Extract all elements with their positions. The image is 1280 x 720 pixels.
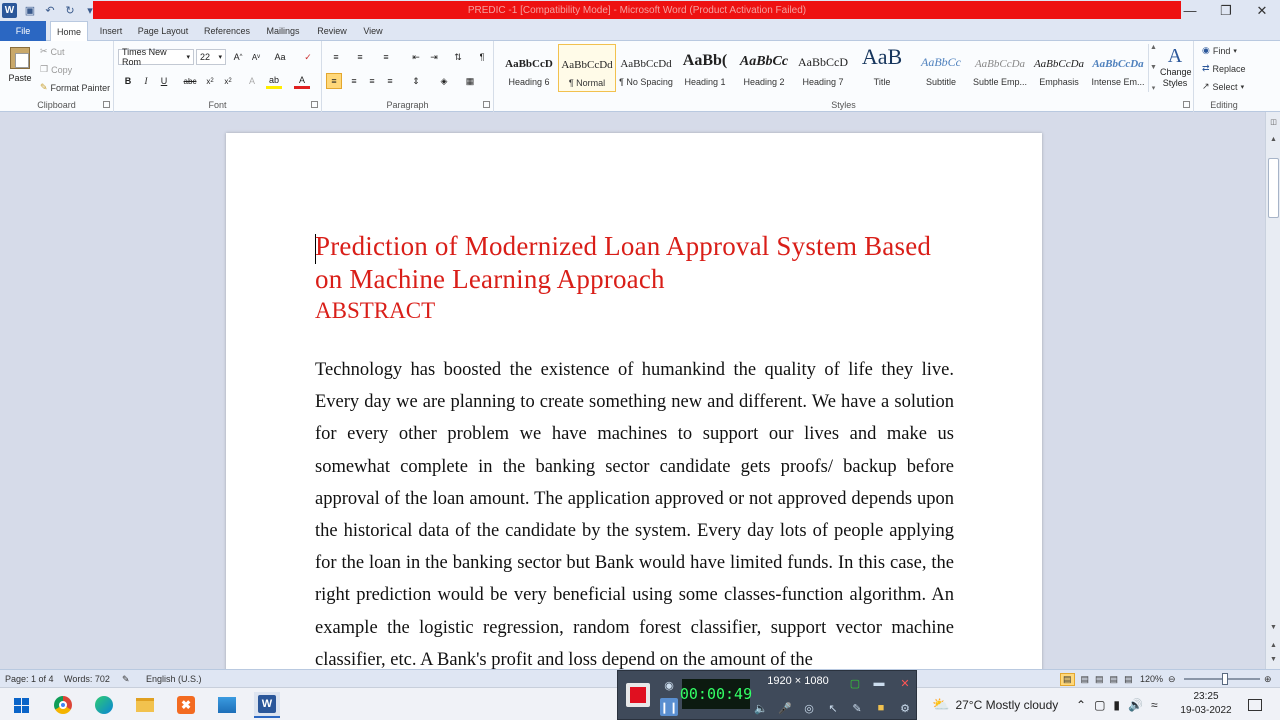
zoom-slider-thumb[interactable] <box>1222 673 1228 685</box>
binoculars-icon: ◉ <box>1202 45 1210 55</box>
clock-date: 19-03-2022 <box>1180 705 1232 716</box>
weather-widget[interactable] <box>932 688 1058 720</box>
window-title: PREDIC -1 [Compatibility Mode] - Microsoft Word (Product Activation Failed) <box>467 4 807 16</box>
speaker-icon[interactable]: 🔈 <box>754 702 768 715</box>
volume-icon[interactable]: 🔊 <box>1128 697 1143 712</box>
tab-file[interactable]: File <box>0 21 46 41</box>
clear-formatting-icon[interactable]: ✓ <box>304 51 312 62</box>
minimize-recorder-icon[interactable]: ▬ <box>873 677 885 689</box>
cloudy-sun-icon: ⛅ <box>932 696 950 712</box>
format-painter-button[interactable] <box>40 82 110 93</box>
font-name-box[interactable] <box>118 49 194 65</box>
style-name: Subtitle <box>925 77 957 87</box>
find-label: Find <box>1212 45 1231 56</box>
style-sample: AaBbCcDa <box>1092 58 1144 70</box>
previous-page-icon[interactable]: ▲ <box>1270 642 1277 649</box>
clipboard-group-label: Clipboard <box>37 100 76 110</box>
scroll-down-icon: ▼ <box>1150 64 1157 71</box>
weather-text: 27°C Mostly cloudy <box>955 697 1059 712</box>
style-normal[interactable] <box>558 44 616 92</box>
style-sample: AaBbCc <box>739 54 789 69</box>
zoom-in-icon[interactable]: ⊕ <box>1264 673 1272 684</box>
text-effects-icon[interactable]: A <box>248 76 255 86</box>
increase-indent-icon[interactable]: ⇥ <box>430 51 438 62</box>
style-no-spacing[interactable] <box>617 44 675 92</box>
scissors-icon: ✂ <box>40 46 48 56</box>
settings-gear-icon[interactable]: ⚙ <box>900 702 910 715</box>
tab-home[interactable]: Home <box>50 21 88 42</box>
chevron-down-icon: ▾ <box>186 54 190 61</box>
restore-button[interactable]: ❐ <box>1220 2 1232 18</box>
style-heading-7[interactable] <box>794 44 852 92</box>
editing-group <box>1194 41 1254 112</box>
chevron-down-icon: ▾ <box>1240 83 1245 91</box>
paintbrush-icon: ✎ <box>40 82 48 92</box>
align-right-icon[interactable]: ≡ <box>369 76 375 86</box>
style-name: ¶ No Spacing <box>619 77 673 87</box>
style-sample: AaBbCcDd <box>561 59 613 71</box>
chrome-icon[interactable] <box>50 692 76 718</box>
battery-icon[interactable]: ▮ <box>1113 697 1121 712</box>
italic-icon[interactable]: I <box>144 76 148 86</box>
decrease-indent-icon[interactable]: ⇤ <box>412 51 420 62</box>
region-icon[interactable]: ▢ <box>849 677 861 690</box>
paragraph-group-label: Paragraph <box>386 100 429 110</box>
photos-icon[interactable] <box>214 692 240 718</box>
language[interactable]: English (U.S.) <box>146 674 202 684</box>
sort-icon[interactable]: ⇅ <box>454 51 462 62</box>
page-count[interactable]: Page: 1 of 4 <box>5 674 54 684</box>
zoom-slider[interactable] <box>1184 670 1260 688</box>
style-name: Heading 1 <box>684 77 726 87</box>
style-sample: AaBbCcDa <box>974 58 1026 70</box>
screen-recorder-toolbar <box>617 670 917 720</box>
windows-start-icon[interactable] <box>8 692 34 718</box>
style-name: Heading 7 <box>802 77 844 87</box>
font-launcher[interactable] <box>311 101 318 108</box>
close-recorder-icon[interactable]: ✕ <box>900 677 910 690</box>
chevron-down-icon: ▾ <box>218 54 222 61</box>
notifications-icon[interactable] <box>1242 692 1268 718</box>
style-subtle-emphasis[interactable] <box>971 44 1029 92</box>
change-case-icon[interactable]: Aa <box>274 52 286 62</box>
minimize-button[interactable]: — <box>1183 3 1197 18</box>
xampp-icon[interactable]: ✖ <box>173 692 199 718</box>
scroll-down-icon[interactable]: ▼ <box>1270 624 1277 631</box>
word-app-icon[interactable]: W <box>2 3 17 18</box>
replace-button[interactable] <box>1202 63 1246 74</box>
proofing-icon[interactable]: ✎ <box>122 673 130 684</box>
style-title[interactable] <box>853 44 911 92</box>
outline-icon[interactable]: ▤ <box>1109 673 1119 684</box>
system-tray <box>1076 688 1158 720</box>
paragraph-launcher[interactable] <box>483 101 490 108</box>
clipboard-launcher[interactable] <box>103 101 110 108</box>
copy-label: Copy <box>51 64 73 75</box>
font-size-box[interactable] <box>196 49 226 65</box>
editing-group-label: Editing <box>1210 100 1238 110</box>
customize-qat-icon[interactable]: ▾ <box>87 5 93 17</box>
scroll-thumb[interactable] <box>1268 158 1279 218</box>
change-styles-label: Change Styles <box>1160 67 1192 88</box>
select-button[interactable] <box>1202 81 1244 92</box>
zoom-level[interactable]: 120% <box>1140 674 1164 684</box>
style-heading-6[interactable] <box>500 44 558 92</box>
font-group <box>114 41 322 112</box>
strikethrough-icon[interactable]: abc <box>183 76 197 86</box>
wifi-icon[interactable]: ≈ <box>1150 697 1158 712</box>
chevron-down-icon: ▾ <box>1233 47 1237 55</box>
stop-record-button[interactable] <box>626 683 650 707</box>
style-subtitle[interactable] <box>912 44 970 92</box>
bullets-icon[interactable]: ≡ <box>333 52 339 62</box>
folder-icon[interactable]: ■ <box>877 702 885 714</box>
justify-icon[interactable]: ≡ <box>387 76 393 86</box>
chevron-up-icon[interactable]: ⌃ <box>1076 697 1087 712</box>
superscript-icon[interactable]: x 2 <box>224 76 232 86</box>
style-sample: AaBbCcD <box>505 58 553 70</box>
align-left-icon[interactable]: ≡ <box>326 73 342 89</box>
style-intense-emphasis[interactable] <box>1089 44 1147 92</box>
style-heading-1[interactable] <box>676 44 734 92</box>
numbering-icon[interactable]: ≡ <box>357 52 363 62</box>
close-button[interactable]: ✕ <box>1256 2 1268 18</box>
device-icon[interactable]: ▢ <box>1094 697 1106 712</box>
tab-page-layout[interactable]: Page Layout <box>137 26 189 36</box>
document-page[interactable] <box>226 133 1042 669</box>
style-heading-2[interactable] <box>735 44 793 92</box>
style-sample: AaBbCcDa <box>1033 58 1085 70</box>
style-name: Title <box>873 77 891 87</box>
cursor-icon[interactable]: ↖ <box>828 702 838 715</box>
shrink-font-icon[interactable]: A v <box>251 52 261 62</box>
borders-icon[interactable]: ▦ <box>465 75 475 86</box>
tab-insert[interactable]: Insert <box>99 26 123 36</box>
file-explorer-icon[interactable] <box>132 692 158 718</box>
paragraph-group <box>322 41 494 112</box>
record-resolution: 1920 × 1080 <box>767 675 829 687</box>
style-sample: AaBb( <box>682 52 728 69</box>
copy-button[interactable] <box>40 64 72 75</box>
ribbon-tabs <box>0 21 1280 41</box>
pen-icon[interactable]: ✎ <box>852 702 862 715</box>
ruler-toggle-icon[interactable]: ◫ <box>1270 118 1277 126</box>
format-painter-label: Format Painter <box>50 82 111 93</box>
styles-gallery-scroll[interactable] <box>1148 44 1158 92</box>
quick-access-toolbar <box>0 0 97 21</box>
cut-button[interactable] <box>40 46 65 57</box>
record-timer: 00:00:49 <box>682 679 750 709</box>
font-name-value: Times New Rom <box>122 47 167 67</box>
style-name: Heading 6 <box>508 77 550 87</box>
edge-icon[interactable] <box>91 692 117 718</box>
find-button[interactable] <box>1202 45 1237 56</box>
style-emphasis[interactable] <box>1030 44 1088 92</box>
cut-label: Cut <box>50 46 65 57</box>
full-screen-reading-icon[interactable]: ▤ <box>1080 673 1090 684</box>
style-sample: AaBbCc <box>921 55 961 69</box>
webcam-icon[interactable]: ◎ <box>804 702 814 715</box>
show-marks-icon[interactable]: ¶ <box>479 52 485 62</box>
multilevel-list-icon[interactable]: ≡ <box>383 52 389 62</box>
pause-icon[interactable]: ❙❙ <box>660 698 678 716</box>
change-styles-button[interactable] <box>1160 45 1190 97</box>
draft-icon[interactable]: ▤ <box>1124 673 1133 684</box>
paste-icon <box>10 47 30 69</box>
stop-icon <box>630 687 646 703</box>
undo-icon[interactable]: ↶ <box>45 5 55 17</box>
highlight-icon[interactable]: ab <box>266 73 282 89</box>
clock[interactable] <box>1178 690 1234 718</box>
document-area <box>0 112 1265 669</box>
tab-mailings[interactable]: Mailings <box>266 26 300 36</box>
bold-icon[interactable]: B <box>124 76 132 86</box>
abstract-heading[interactable]: ABSTRACT <box>315 298 436 323</box>
copy-icon: ❐ <box>40 64 49 74</box>
document-title[interactable]: Prediction of Modernized Loan Approval System Based on Machine Learning Approach <box>315 231 932 294</box>
paste-button[interactable] <box>6 45 34 89</box>
font-group-label: Font <box>208 100 227 110</box>
tab-view[interactable]: View <box>363 26 383 36</box>
style-sample: AaBbCcDd <box>620 58 672 70</box>
replace-icon: ⇄ <box>1202 63 1210 73</box>
microphone-icon[interactable]: 🎤 <box>778 702 792 715</box>
change-styles-icon: A <box>1167 45 1183 67</box>
styles-launcher[interactable] <box>1183 101 1190 108</box>
window-controls <box>1172 0 1280 21</box>
subscript-icon[interactable]: x 2 <box>206 76 214 86</box>
activation-failed-bar <box>93 1 1181 19</box>
clock-time: 23:25 <box>1193 691 1219 702</box>
replace-label: Replace <box>1212 63 1246 74</box>
font-color-icon[interactable]: A <box>294 73 310 89</box>
styles-group-label: Styles <box>831 100 856 110</box>
underline-icon[interactable]: U <box>160 76 168 86</box>
camera-icon[interactable]: ◉ <box>664 679 674 692</box>
select-arrow-icon: ↗ <box>1202 81 1210 91</box>
tab-review[interactable]: Review <box>317 26 347 36</box>
redo-icon[interactable]: ↻ <box>65 5 75 17</box>
style-sample: AaBbCcD <box>798 55 848 69</box>
clipboard-group <box>0 41 114 112</box>
scroll-up-icon[interactable]: ▲ <box>1270 136 1277 143</box>
ribbon <box>0 41 1280 112</box>
title-bar <box>0 0 1280 21</box>
styles-gallery <box>498 44 1146 94</box>
style-sample: AaB <box>861 44 903 69</box>
style-name: ¶ Normal <box>568 78 606 88</box>
save-icon[interactable]: ▣ <box>24 5 36 17</box>
style-name: Subtle Emp... <box>972 77 1028 87</box>
grow-font-icon[interactable]: A ^ <box>233 52 243 62</box>
font-size-value: 22 <box>200 52 211 62</box>
zoom-out-icon[interactable]: ⊖ <box>1168 673 1176 684</box>
align-center-icon[interactable]: ≡ <box>351 76 357 86</box>
view-buttons <box>1060 670 1133 688</box>
vertical-scrollbar[interactable] <box>1265 112 1280 669</box>
print-layout-icon[interactable]: ▤ <box>1060 673 1075 686</box>
scroll-up-icon: ▲ <box>1150 44 1157 51</box>
web-layout-icon[interactable]: ▤ <box>1095 673 1104 684</box>
select-label: Select <box>1212 81 1238 92</box>
style-name: Intense Em... <box>1091 77 1145 87</box>
word-taskbar-icon[interactable]: W <box>254 692 280 718</box>
shading-icon[interactable]: ◈ <box>440 75 448 86</box>
word-count[interactable]: Words: 702 <box>64 674 110 684</box>
line-spacing-icon[interactable]: ⇕ <box>412 75 420 86</box>
tab-references[interactable]: References <box>203 26 251 36</box>
paste-label: Paste <box>8 73 32 83</box>
abstract-body[interactable]: Technology has boosted the existence of humankind the quality of life they live. Every day we are planning to create something new and different. We have a solution for every other problem we have machines to support our lives and make us somewhat complete in the banking sector candidate gets proofs/ backup before approval of the loan amount. The application approved or not approved depends upon the historical data of the candidate by the system. Every day lots of people applying for the loan in the banking sector but Bank would have limited funds. In this case, the right prediction would be very beneficial using some classes-function algorithm. An example the logistic regression, random forest classifier, support vector machine classifier, etc. A Bank's profit and loss depend on the amount of the <box>315 360 954 669</box>
style-name: Heading 2 <box>743 77 785 87</box>
next-page-icon[interactable]: ▼ <box>1270 656 1277 663</box>
more-icon: ▾ <box>1151 85 1156 92</box>
style-name: Emphasis <box>1039 77 1079 87</box>
